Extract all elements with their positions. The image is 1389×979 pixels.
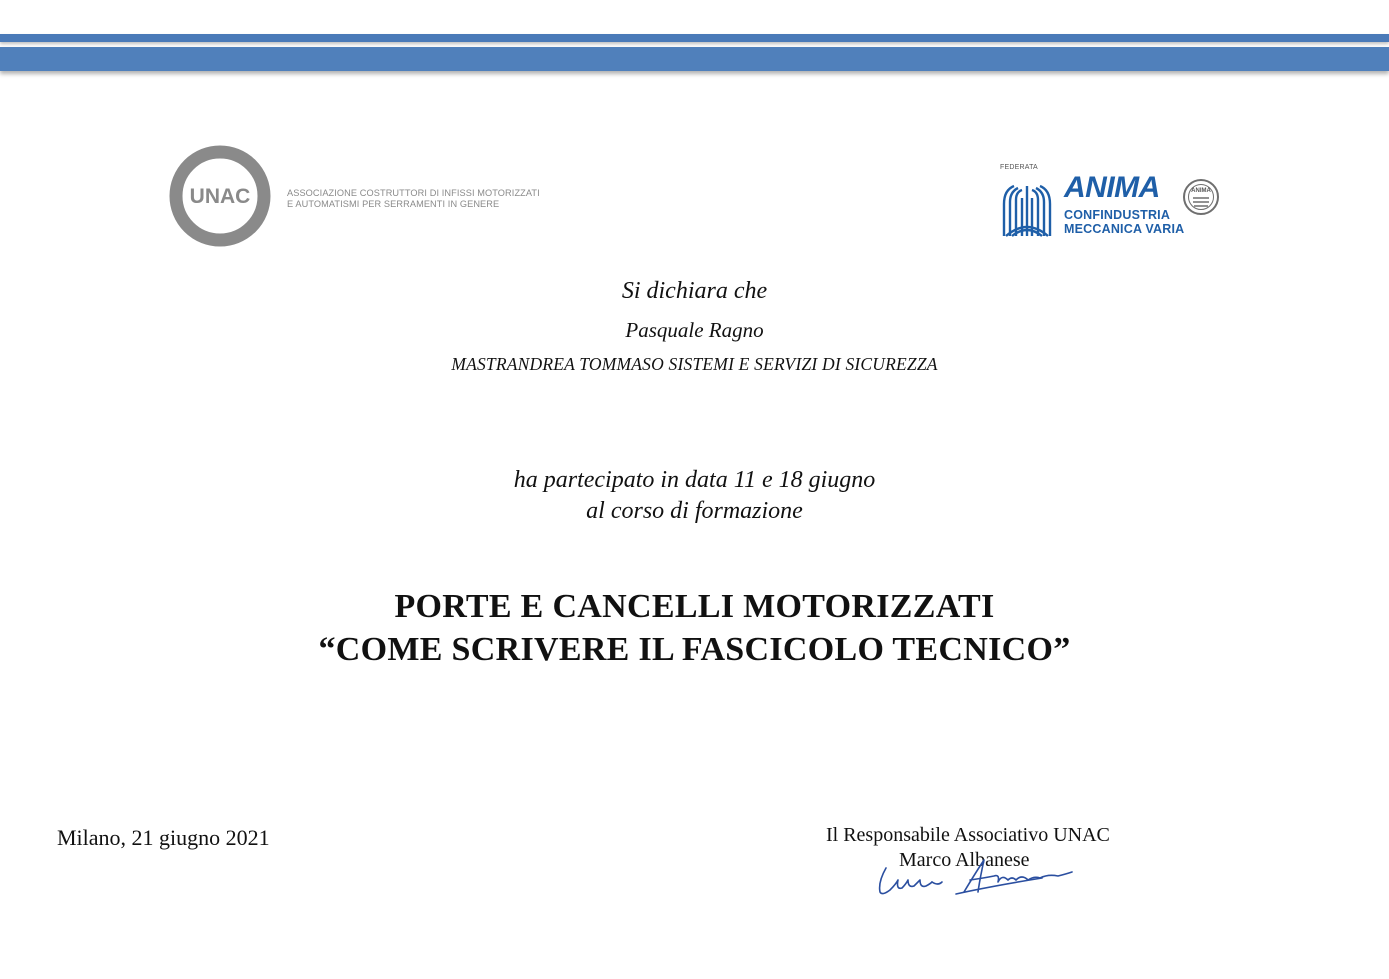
unac-logo-text: UNAC [189,185,251,208]
participant-company: MASTRANDREA TOMMASO SISTEMI E SERVIZI DI SICUREZZA [451,354,938,374]
unac-tagline [287,188,587,210]
participation-line2: al corso di formazione [586,498,803,524]
unac-tagline-line2: E AUTOMATISMI PER SERRAMENTI IN GENERE [287,199,500,209]
anima-name: ANIMA [1064,171,1160,204]
unac-tagline-line1: ASSOCIAZIONE COSTRUTTORI DI INFISSI MOTORIZZATI [287,188,540,198]
signature-block [820,824,1130,904]
course-title-line1: PORTE E CANCELLI MOTORIZZATI [394,588,995,625]
unac-logo [168,144,272,248]
anima-subtitle-line2: MECCANICA VARIA [1064,222,1185,236]
course-title-line2: “COME SCRIVERE IL FASCICOLO TECNICO” [318,631,1071,668]
anima-seal-text: ANIMA [1191,188,1211,194]
header-band-thin [0,34,1389,42]
participant-name: Pasquale Ragno [625,318,764,342]
header-band [0,47,1389,71]
anima-subtitle-line1: CONFINDUSTRIA [1064,208,1171,222]
handwritten-signature [872,852,1082,900]
signer-role: Il Responsabile Associativo UNAC [826,824,1110,846]
signer-name: Marco Albanese [899,849,1030,871]
place-date: Milano, 21 giugno 2021 [57,825,270,850]
certificate-intro: Si dichiara che [621,278,768,304]
anima-logo [998,164,1228,244]
participation-line1: ha partecipato in data 11 e 18 giugno [513,467,876,493]
anima-subtitle [1064,208,1184,236]
anima-seal-icon [1182,178,1220,216]
anima-federata-label: FEDERATA [1000,164,1038,171]
anima-columns-icon [998,174,1056,238]
